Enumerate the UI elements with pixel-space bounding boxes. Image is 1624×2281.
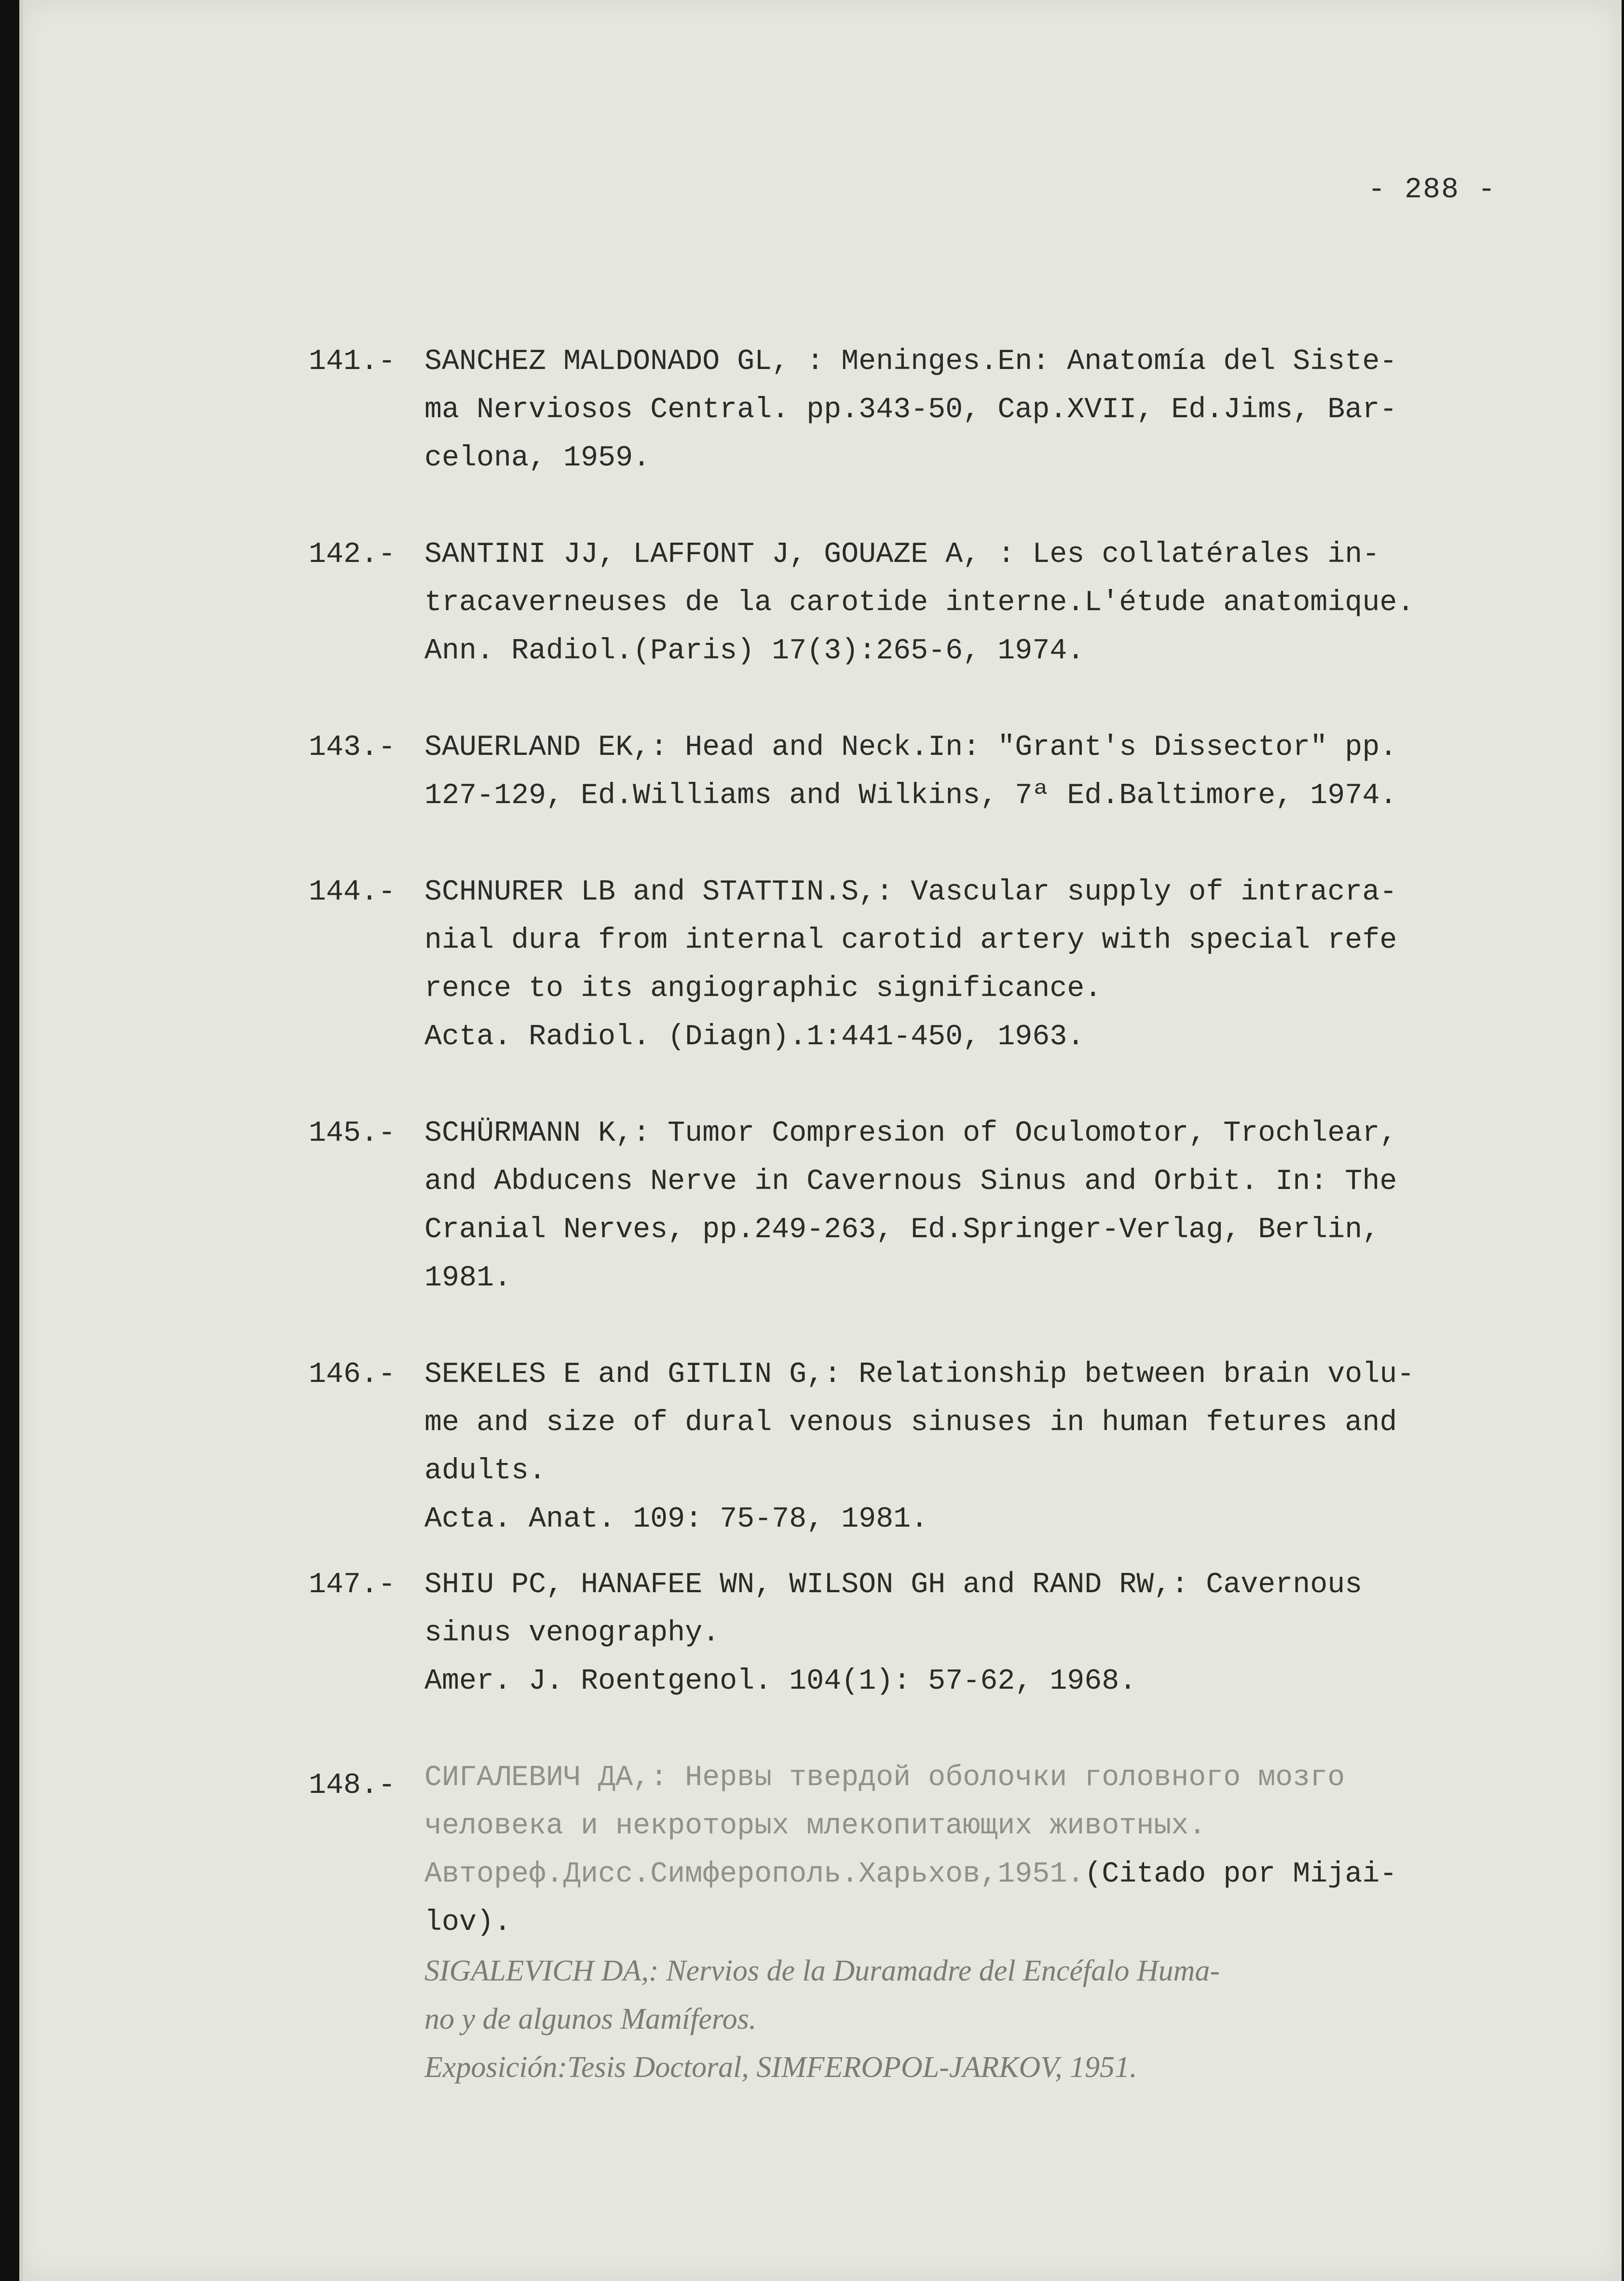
reference-line: celona, 1959. [424,442,651,475]
reference-number: 143.- [309,731,396,764]
reference-line: and Abducens Nerve in Cavernous Sinus and Orbit. In: The [424,1165,1397,1198]
reference-146 [309,1351,1543,1543]
reference-148 [309,1754,1543,2091]
reference-line: SEKELES E and GITLIN G,: Relationship between brain volu- [424,1358,1415,1391]
reference-line: SANCHEZ MALDONADO GL, : Meninges.En: Anatomía del Siste- [424,345,1397,378]
reference-line: Ann. Radiol.(Paris) 17(3):265-6, 1974. [424,635,1085,668]
reference-line: adults. [424,1455,546,1488]
reference-line: rence to its angiographic significance. [424,972,1102,1005]
reference-line: Acta. Anat. 109: 75-78, 1981. [424,1503,928,1536]
reference-line-cyrillic: СИГАЛЕВИЧ ДА,: Нервы твердой оболочки головного мозго [424,1762,1345,1794]
reference-144 [309,868,1543,1061]
reference-line: 127-129, Ed.Williams and Wilkins, 7ª Ed.Baltimore, 1974. [424,779,1397,812]
reference-number: 148.- [309,1769,396,1802]
page-edge [19,0,23,2281]
document-page [19,0,1622,2281]
reference-line: Amer. J. Roentgenol. 104(1): 57-62, 1968. [424,1665,1137,1698]
reference-line: SANTINI JJ, LAFFONT J, GOUAZE A, : Les collatérales in- [424,538,1380,571]
reference-line: SHIU PC, HANAFEE WN, WILSON GH and RAND RW,: Cavernous [424,1569,1363,1601]
reference-line: nial dura from internal carotid artery with special refe [424,924,1397,957]
reference-translation-line: SIGALEVICH DA,: Nervios de la Duramadre del Encéfalo Huma- [424,1954,1220,1987]
reference-citation-segment: (Citado por Mijai- [1084,1858,1397,1891]
reference-line: tracaverneuses de la carotide interne.L'étude anatomique. [424,587,1415,619]
reference-line: Cranial Nerves, pp.249-263, Ed.Springer-Verlag, Berlin, [424,1214,1380,1246]
reference-list [309,338,1543,2140]
reference-number: 142.- [309,538,396,571]
reference-line: SCHNURER LB and STATTIN.S,: Vascular supply of intracra- [424,876,1397,909]
reference-line: ma Nerviosos Central. pp.343-50, Cap.XVII, Ed.Jims, Bar- [424,394,1397,426]
reference-number: 146.- [309,1358,396,1391]
page-number: - 288 - [1367,174,1496,206]
reference-translation-line: Exposición:Tesis Doctoral, SIMFEROPOL-JARKOV, 1951. [424,2051,1137,2084]
reference-line: lov). [424,1906,512,1939]
reference-translation-line: no y de algunos Mamíferos. [424,2003,757,2035]
reference-number: 145.- [309,1117,396,1150]
reference-147 [309,1561,1543,1706]
reference-line-cyrillic: человека и некроторых млекопитающих животных. [424,1810,1206,1843]
reference-141 [309,338,1543,482]
reference-line: SCHÜRMANN K,: Tumor Compresion of Oculomotor, Trochlear, [424,1117,1397,1150]
reference-line: sinus venography. [424,1617,720,1650]
reference-line: 1981. [424,1262,512,1295]
reference-145 [309,1109,1543,1302]
reference-line-mixed [424,1850,1543,1899]
reference-line: me and size of dural venous sinuses in human fetures and [424,1407,1397,1439]
reference-142 [309,531,1543,675]
reference-line: SAUERLAND EK,: Head and Neck.In: "Grant's Dissector" pp. [424,731,1397,764]
reference-number: 147.- [309,1569,396,1601]
reference-line: Acta. Radiol. (Diagn).1:441-450, 1963. [424,1021,1085,1053]
reference-number: 141.- [309,345,396,378]
reference-cyrillic-segment: Автореф.Дисс.Симферополь.Харьхов,1951. [424,1858,1085,1891]
reference-143 [309,724,1543,820]
reference-number: 144.- [309,876,396,909]
